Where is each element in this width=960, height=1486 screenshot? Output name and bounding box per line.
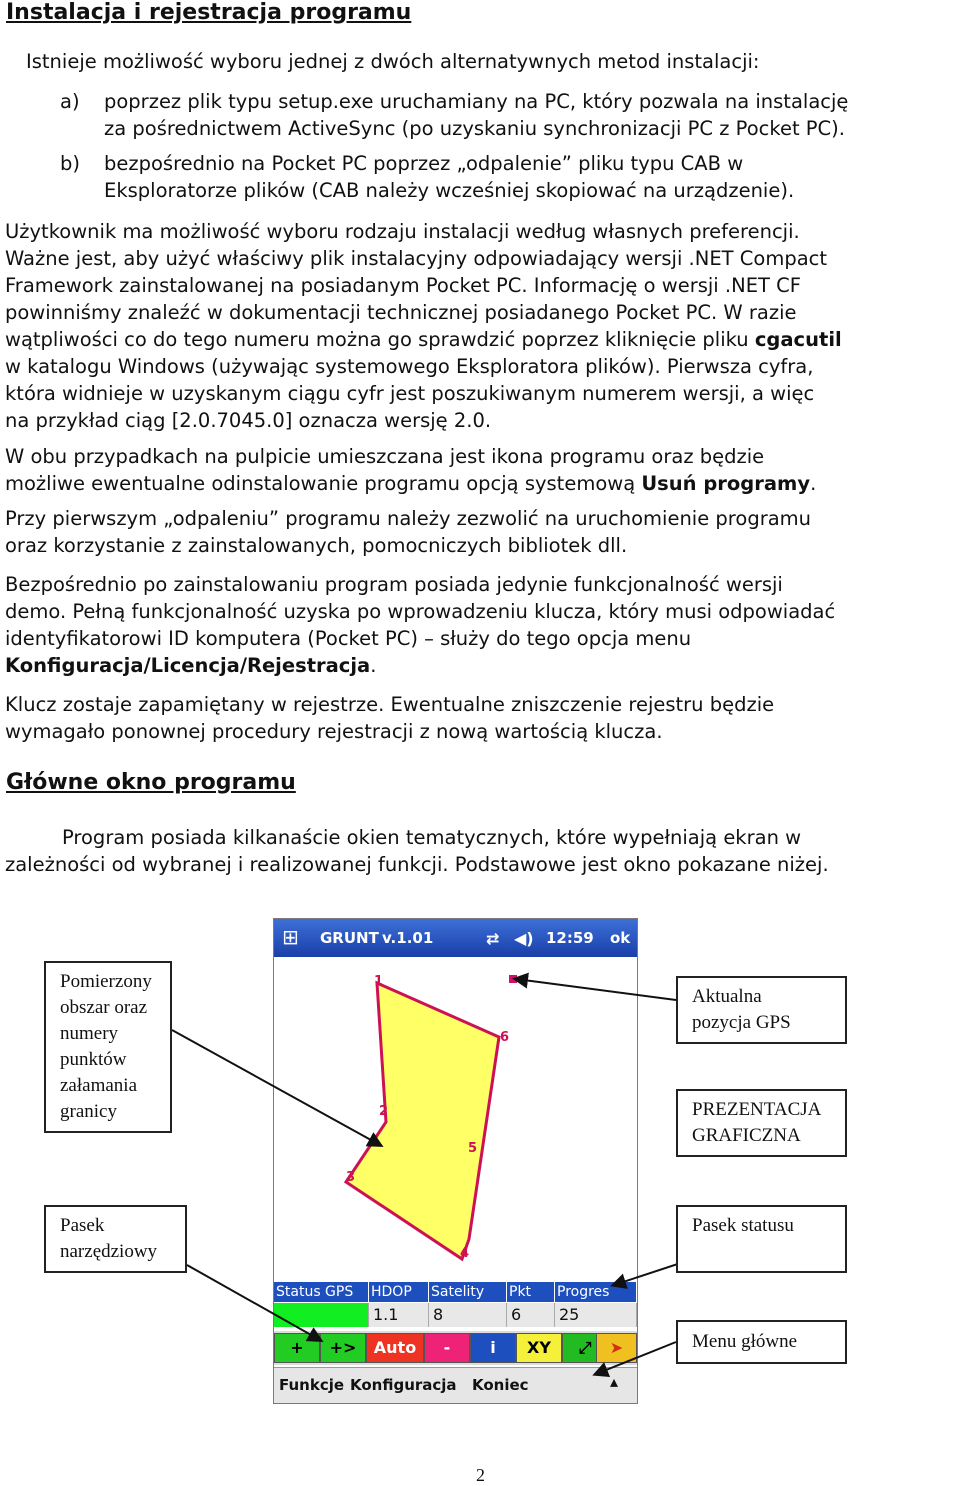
ok-button[interactable]: ok (610, 929, 631, 947)
callout-statusbar (676, 1205, 847, 1273)
callout-graphic-presentation (676, 1089, 847, 1157)
callout-toolbar (44, 1205, 187, 1273)
status-value-progress: 25 (555, 1303, 637, 1327)
speaker-icon[interactable]: ◀) (514, 929, 534, 948)
list-item-b-line1: bezpośrednio na Pocket PC poprzez „odpalenie” pliku typu CAB w (104, 152, 744, 175)
arrow-gps (516, 979, 676, 1000)
callout-line: Pomierzony (60, 971, 152, 992)
para-text: wątpliwości co do tego numeru można go sprawdzić poprzez kliknięcie pliku (5, 328, 755, 351)
para-line: Ważne jest, aby użyć właściwy plik instalacyjny odpowiadający wersji .NET Compact (5, 247, 828, 270)
menu-option-uninstall: Usuń programy (641, 472, 811, 495)
callout-main-menu (676, 1320, 847, 1364)
windows-start-icon[interactable]: ⊞ (282, 925, 299, 949)
callout-line: obszar oraz (60, 997, 148, 1018)
status-header: Satelity (429, 1282, 507, 1302)
point-label: 3 (346, 1170, 356, 1185)
point-label: 6 (500, 1030, 510, 1045)
callout-line: Aktualna (692, 986, 762, 1007)
callout-line: punktów (60, 1049, 127, 1070)
para-line: w katalogu Windows (używając systemowego Eksploratora plików). Pierwsza cyfra, (5, 355, 814, 378)
navigate-icon[interactable]: ➤ (596, 1333, 637, 1363)
section-heading-installation: Instalacja i rejestracja programu (6, 0, 412, 25)
arrow-area (172, 1030, 380, 1145)
para-line: zależności od wybranej i realizowanej funkcji. Podstawowe jest okno pokazane niżej. (5, 853, 829, 876)
point-label: 4 (460, 1246, 470, 1261)
callout-line: granicy (60, 1101, 117, 1122)
list-item-b-line2: Eksploratorze plików (CAB należy wcześniej skopiować na urządzenie). (104, 179, 795, 202)
info-button[interactable]: i (470, 1333, 516, 1363)
connectivity-icon[interactable]: ⇄ (486, 929, 500, 948)
filename-cgacutil: cgacutil (754, 328, 842, 351)
callout-measured-area (44, 961, 172, 1133)
status-value-hdop: 1.1 (369, 1303, 429, 1327)
para-text: możliwe ewentualne odinstalowanie programu opcją systemową (5, 472, 642, 495)
status-header: Pkt (507, 1282, 555, 1302)
page-number: 2 (476, 1465, 485, 1485)
list-marker-a: a) (60, 90, 80, 113)
callout-line: załamania (60, 1075, 138, 1096)
status-header: Status GPS (274, 1282, 369, 1302)
callout-line: pozycja GPS (692, 1012, 791, 1033)
callout-line: Pasek (60, 1215, 105, 1236)
para-line: Użytkownik ma możliwość wyboru rodzaju instalacji według własnych preferencji. (5, 220, 800, 243)
menu-item-functions[interactable]: Funkcje (279, 1376, 345, 1394)
callout-line: Pasek statusu (692, 1215, 794, 1236)
para-text: . (370, 654, 377, 677)
arrow-mainmenu (596, 1342, 676, 1374)
para-line: która widnieje w uzyskanym ciągu cyfr jest poszukiwanym numerem wersji, a więc (5, 382, 815, 405)
app-title: GRUNT (320, 929, 379, 947)
status-value-points: 6 (507, 1303, 555, 1327)
para-line: Framework zainstalowanej na posiadanym Pocket PC. Informację o wersji .NET CF (5, 274, 801, 297)
status-header: Progres (555, 1282, 637, 1302)
auto-button[interactable]: Auto (366, 1333, 424, 1363)
para-line: wymagało ponownej procedury rejestracji z nową wartością klucza. (5, 720, 663, 743)
callout-line: narzędziowy (60, 1241, 158, 1262)
para-line: Przy pierwszym „odpaleniu” programu należy zezwolić na uruchomienie programu (5, 507, 812, 530)
menu-item-configuration[interactable]: Konfiguracja (350, 1376, 457, 1394)
para-line (5, 326, 842, 353)
para-line: identyfikatorowi ID komputera (Pocket PC) – służy do tego opcja menu (5, 627, 692, 650)
para-line: Bezpośrednio po zainstalowaniu program posiada jedynie funkcjonalność wersji (5, 573, 783, 596)
para-line: powinniśmy znaleźć w dokumentacji technicznej posiadanego Pocket PC. W razie (5, 301, 797, 324)
clock: 12:59 (546, 929, 594, 947)
list-item-a-line2: za pośrednictwem ActiveSync (po uzyskaniu synchronizacji PC z Pocket PC). (104, 117, 845, 140)
xy-button[interactable]: XY (516, 1333, 562, 1363)
point-label: 1 (374, 974, 384, 989)
para-line: na przykład ciąg [2.0.7045.0] oznacza wersję 2.0. (5, 409, 492, 432)
para-line: demo. Pełną funkcjonalność uzyska po wprowadzeniu klucza, który musi odpowiadać (5, 600, 836, 623)
callout-gps-position (676, 976, 847, 1044)
para-line: oraz korzystanie z zainstalowanych, pomocniczych bibliotek dll. (5, 534, 628, 557)
callout-line: numery (60, 1023, 119, 1044)
add-point-button[interactable]: + (274, 1333, 320, 1363)
point-label: 2 (379, 1104, 389, 1119)
para-line (5, 652, 376, 679)
para-text: . (810, 472, 817, 495)
app-version: v.1.01 (382, 929, 434, 947)
list-item-a-line1: poprzez plik typu setup.exe uruchamiany na PC, który pozwala na instalację (104, 90, 849, 113)
status-value-satellites: 8 (429, 1303, 507, 1327)
intro-text: Istnieje możliwość wyboru jednej z dwóch alternatywnych metod instalacji: (26, 50, 760, 73)
para-line: Klucz zostaje zapamiętany w rejestrze. Ewentualne zniszczenie rejestru będzie (5, 693, 775, 716)
zoom-icon[interactable]: ⤢ (562, 1333, 608, 1363)
para-line: W obu przypadkach na pulpicie umieszczana jest ikona programu oraz będzie (5, 445, 765, 468)
callout-line: GRAFICZNA (692, 1125, 801, 1146)
para-line: Program posiada kilkanaście okien tematycznych, które wypełniają ekran w (62, 826, 802, 849)
list-marker-b: b) (60, 152, 80, 175)
add-next-point-button[interactable]: +> (320, 1333, 366, 1363)
keyboard-arrow-icon[interactable]: ▴ (610, 1372, 619, 1391)
callout-line: Menu główne (692, 1331, 798, 1352)
callout-line: PREZENTACJA (692, 1099, 822, 1120)
menu-path-registration: Konfiguracja/Licencja/Rejestracja (5, 654, 371, 677)
status-header: HDOP (369, 1282, 429, 1302)
point-label: 5 (468, 1141, 478, 1156)
para-line (5, 470, 816, 497)
section-heading-main-window: Główne okno programu (6, 770, 296, 795)
remove-point-button[interactable]: - (424, 1333, 470, 1363)
menu-item-exit[interactable]: Koniec (472, 1376, 529, 1394)
arrow-toolbar (187, 1265, 320, 1340)
